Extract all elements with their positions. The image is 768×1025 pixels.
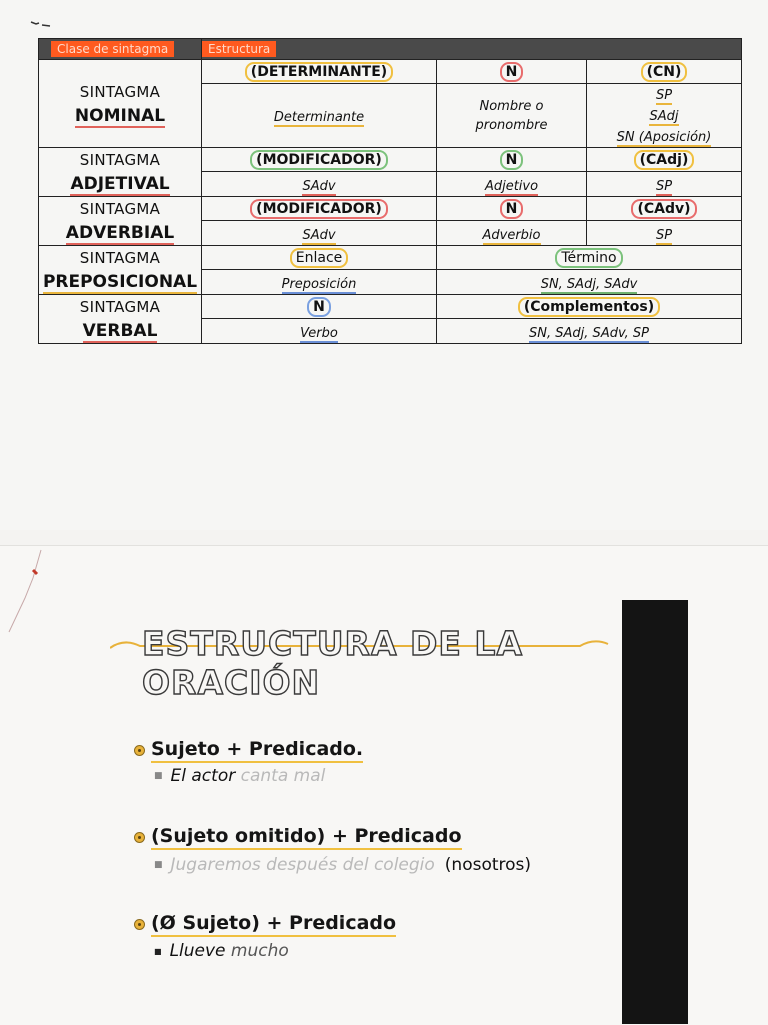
table-row	[39, 148, 742, 172]
value-cell: SP	[587, 221, 742, 246]
table-row	[39, 295, 742, 319]
bullet-point: (Ø Sujeto) + Predicado	[134, 912, 396, 937]
struct-cell: Enlace	[202, 246, 437, 270]
value-cell: SAdv	[202, 221, 437, 246]
header-estructura: Estructura	[202, 39, 742, 60]
struct-cell: (Complementos)	[437, 295, 742, 319]
struct-cell: (CN)	[587, 60, 742, 84]
value-cell: SN, SAdj, SAdv	[437, 270, 742, 295]
slide-title: ESTRUCTURA DE LA ORACIÓN	[142, 624, 523, 702]
bullet-dot-icon	[134, 919, 145, 930]
value-cell: SP	[587, 172, 742, 197]
bullet-example: ■ Jugaremos después del colegio (nosotros)	[154, 855, 532, 875]
bullet-point: (Sujeto omitido) + Predicado	[134, 825, 462, 850]
bullet-example: ■ Llueve mucho	[154, 941, 289, 961]
value-cell: Adjetivo	[437, 172, 587, 197]
struct-cell: N	[437, 148, 587, 172]
square-bullet-icon: ■	[154, 771, 163, 781]
bullet-dot-icon	[134, 832, 145, 843]
sintagma-name: SINTAGMA ADVERBIAL	[39, 197, 202, 246]
bullet-point: Sujeto + Predicado.	[134, 738, 363, 763]
table-row	[39, 197, 742, 221]
table-row	[39, 60, 742, 84]
margin-pen-mark	[3, 548, 45, 636]
value-cell: SP SAdj SN (Aposición)	[587, 84, 742, 148]
struct-cell: (CAdj)	[587, 148, 742, 172]
value-cell: Preposición	[202, 270, 437, 295]
square-bullet-icon: ■	[154, 860, 163, 870]
sintagma-name: SINTAGMA ADJETIVAL	[39, 148, 202, 197]
struct-cell: Término	[437, 246, 742, 270]
square-bullet-icon: ■	[154, 946, 162, 956]
table-row	[39, 246, 742, 270]
table-header	[39, 39, 742, 60]
dark-scan-bar	[622, 600, 688, 1024]
struct-cell: (MODIFICADOR)	[202, 148, 437, 172]
sintagma-name: SINTAGMA PREPOSICIONAL	[39, 246, 202, 295]
value-cell: Nombre o pronombre	[437, 84, 587, 148]
bullet-example: ■ El actor canta mal	[154, 766, 326, 786]
slide-title-block	[110, 620, 610, 702]
struct-cell: N	[202, 295, 437, 319]
value-cell: SN, SAdj, SAdv, SP	[437, 319, 742, 344]
corner-mark	[30, 18, 52, 28]
value-cell: SAdv	[202, 172, 437, 197]
struct-cell: (MODIFICADOR)	[202, 197, 437, 221]
sintagma-table	[38, 38, 742, 344]
value-cell: Adverbio	[437, 221, 587, 246]
struct-cell: N	[437, 197, 587, 221]
struct-cell: (DETERMINANTE)	[202, 60, 437, 84]
sintagma-name: SINTAGMA NOMINAL	[39, 60, 202, 148]
value-cell: Verbo	[202, 319, 437, 344]
header-clase: Clase de sintagma	[39, 39, 202, 60]
sintagma-name: SINTAGMA VERBAL	[39, 295, 202, 344]
struct-cell: (CAdv)	[587, 197, 742, 221]
value-cell: Determinante	[202, 84, 437, 148]
bullet-dot-icon	[134, 745, 145, 756]
struct-cell: N	[437, 60, 587, 84]
